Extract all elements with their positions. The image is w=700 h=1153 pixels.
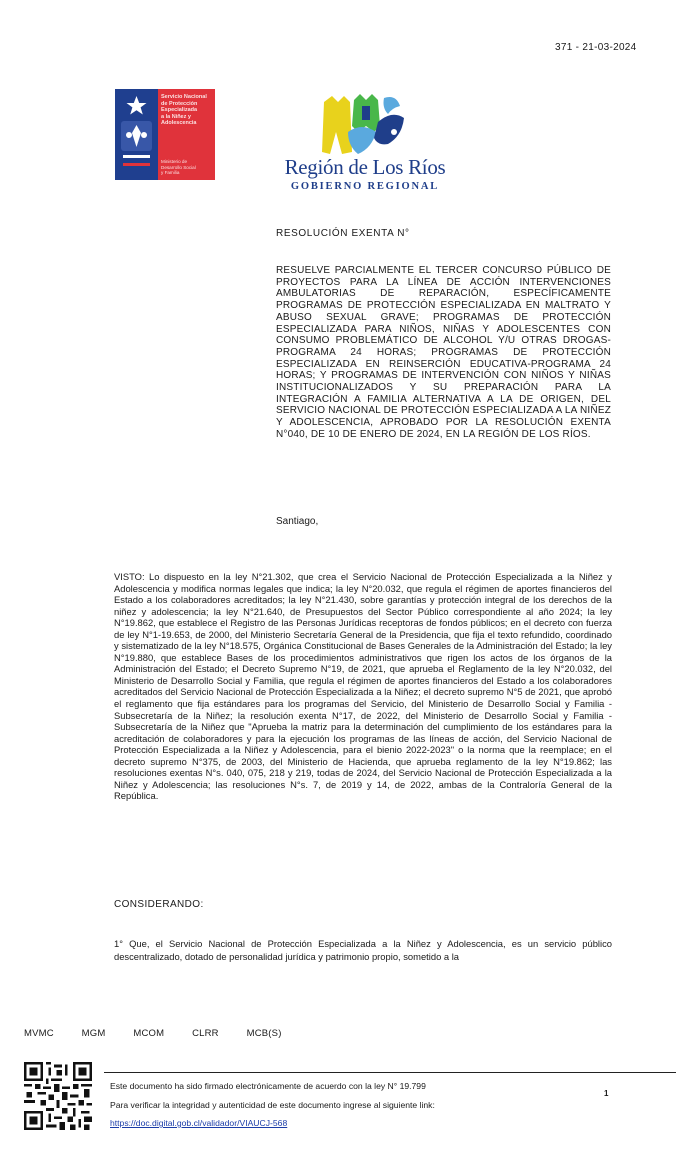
region-logo bbox=[280, 92, 450, 198]
place-line: Santiago, bbox=[276, 516, 319, 527]
servicio-logo-blue-band bbox=[115, 89, 158, 180]
footer-verification-note: Para verificar la integridad y autenticidad de este documento ingrese al siguiente link: bbox=[110, 1100, 435, 1110]
star-icon bbox=[123, 95, 150, 117]
initials-item: MGM bbox=[81, 1028, 106, 1039]
initials-item: MCB(S) bbox=[246, 1028, 282, 1039]
region-logo-title: Región de Los Ríos bbox=[284, 155, 446, 179]
crest-icon bbox=[117, 119, 156, 177]
servicio-logo-ministry: Ministerio de Desarrollo Social y Familia bbox=[161, 159, 196, 175]
footer-verification-link[interactable]: https://doc.digital.gob.cl/validador/VIAUCJ-568 bbox=[110, 1118, 288, 1128]
footer-signature-note: Este documento ha sido firmado electrónicamente de acuerdo con la ley N° 19.799 bbox=[110, 1081, 426, 1091]
initials-item: CLRR bbox=[192, 1028, 219, 1039]
considerando-heading: CONSIDERANDO: bbox=[114, 899, 204, 910]
resolution-title: RESOLUCIÓN EXENTA N° bbox=[276, 228, 410, 239]
resolution-summary: RESUELVE PARCIALMENTE EL TERCER CONCURSO PÚBLICO DE PROYECTOS PARA LA LÍNEA DE ACCIÓN INTERVENCIONES AMBULATORIAS DE REPARACIÓN, ESPECÍFICAMENTE PROGRAMAS DE PROTECCIÓN ESPECIALIZADA EN MALTRATO Y ABUSO SEXUAL GRAVE; PROGRAMAS DE PROTECCIÓN ESPECIALIZADA PARA NIÑOS, NIÑAS Y ADOLESCENTES CON CONSUMO PROBLEMÁTICO DE ALCOHOL Y/U OTRAS DROGAS-PROGRAMA 24 HORAS; PROGRAMAS DE PROTECCIÓN ESPECIALIZADA EN REINSERCIÓN EDUCATIVA-PROGRAMA 24 HORAS; Y PROGRAMAS DE INTERVENCIÓN CON NIÑOS Y NIÑAS INSTITUCIONALIZADOS Y SU PREPARACIÓN PARA LA INTEGRACIÓN A FAMILIA ALTERNATIVA A LA DE ORIGEN, DEL SERVICIO NACIONAL DE PROTECCIÓN ESPECIALIZADA A LA NIÑEZ Y ADOLESCENCIA, APROBADO POR LA RESOLUCIÓN EXENTA N°040, DE 10 DE ENERO DE 2024, EN LA REGIÓN DE LOS RÍOS. bbox=[276, 265, 611, 440]
page-number: 1 bbox=[604, 1089, 609, 1098]
qr-code-icon bbox=[24, 1062, 92, 1130]
visto-paragraph: VISTO: Lo dispuesto en la ley N°21.302, que crea el Servicio Nacional de Protección Especializada a la Niñez y Adolescencia y modifica normas legales que indica; la ley N°20.032, que regula el régimen de aportes financieros del Estado a los colaboradores acreditados; la ley N°21.430, sobre garantías y protección integral de los derechos de la niñez y adolescencia; la ley N°21.640, de Presupuestos del Sector Público correspondiente al año 2024; la ley N°19.862, que establece el Registro de las Personas Jurídicas receptoras de fondos públicos; en el decreto con fuerza de ley N°1-19.653, de 2000, del Ministerio Secretaría General de la Presidencia, que fija el texto refundido, coordinado y sistematizado de la ley N°18.575, Orgánica Constitucional de Bases Generales de la Administración del Estado; la ley N°19.880, que establece Bases de los procedimientos administrativos que rigen los actos de los órganos de la Administración del Estado; el Decreto Supremo N°19, de 2021, que aprueba el Reglamento de la ley N°20.032, del Ministerio de Desarrollo Social y Familia, que regula el régimen de aportes financieros del Estado a los colaboradores acreditados del Servicio Nacional de Protección Especializada a la Niñez; el decreto supremo N°5 de 2021, que aprobó el reglamento que fija estándares para los programas del Servicio, del Ministerio de Desarrollo Social y Familia - Subsecretaría de la Niñez; la resolución exenta N°17, de 2022, del Ministerio de Desarrollo Social y Familia - Subsecretaría de la Niñez que "Aprueba la matriz para la determinación del cumplimiento de los estándares para la acreditación de colaboradores y para la ejecución los programas de las líneas de acción, del Servicio Nacional de Protección Especializada a la Niñez y Adolescencia, para el bienio 2022-2023" o la norma que la reemplace; en el decreto supremo N°375, de 2003, del Ministerio de Hacienda, que aprueba reglamento de la ley N°19.862; las resoluciones exentas N°s. 040, 075, 218 y 219, todas de 2024, del Servicio Nacional de Protección Especializada a la Niñez y Adolescencia; las resoluciones N°s. 7, de 2019 y 14, de 2022, ambas de la Contraloría General de la República. bbox=[114, 571, 612, 802]
region-logo-subtitle: GOBIERNO REGIONAL bbox=[290, 181, 440, 192]
initials-item: MVMC bbox=[24, 1028, 54, 1039]
footer-divider bbox=[104, 1072, 676, 1073]
considerando-item-1: 1° Que, el Servicio Nacional de Protección Especializada a la Niñez y Adolescencia, es un servicio público descentralizado, dotado de personalidad jurídica y patrimonio propio, sometido a la bbox=[114, 938, 612, 962]
document-number: 371 - 21-03-2024 bbox=[555, 42, 637, 53]
region-emblem-icon bbox=[318, 92, 410, 156]
initials-line bbox=[24, 1028, 304, 1039]
servicio-logo bbox=[115, 89, 215, 180]
servicio-logo-text: Servicio Nacional de Protección Especializada a la Niñez y Adolescencia bbox=[161, 94, 207, 127]
initials-item: MCOM bbox=[133, 1028, 165, 1039]
